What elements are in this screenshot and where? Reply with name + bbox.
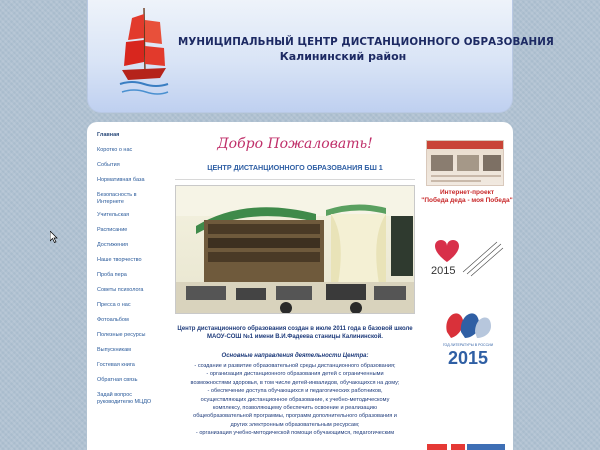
- project-name: "Победа деда - моя Победа": [421, 197, 513, 204]
- logo2-year: 2015: [447, 348, 489, 368]
- sidebar-item[interactable]: Учительская: [97, 212, 130, 218]
- sidebar-item[interactable]: Коротко о нас: [97, 147, 133, 153]
- direction-line: комплексу, позволяющему обеспечить освоение и реализацию: [212, 405, 378, 412]
- main-panel: [87, 122, 513, 450]
- sailing-ship-logo: [118, 4, 170, 106]
- sidebar-item[interactable]: Пресса о нас: [97, 302, 131, 308]
- direction-line: - обеспечение доступа обучающихся и педагогических работников,: [207, 388, 383, 395]
- heart-2015-logo[interactable]: [427, 234, 507, 282]
- direction-line: возможностями здоровья, в том числе детей-инвалидов, обучающихся на дому;: [190, 379, 400, 386]
- project-heading: Интернет-проект: [439, 189, 495, 196]
- sidebar-item[interactable]: Гостевая книга: [97, 362, 135, 368]
- header-title: МУНИЦИПАЛЬНЫЙ ЦЕНТР ДИСТАНЦИОННОГО ОБРАЗОВАНИЯ: [178, 36, 554, 48]
- welcome-heading: Добро Пожаловать!: [217, 136, 373, 152]
- direction-line: - создание и развитие образовательной среды дистанционного образования;: [194, 363, 396, 369]
- sidebar-item[interactable]: Нормативная база: [97, 177, 145, 183]
- directions-list: [175, 362, 415, 438]
- content-area: [175, 122, 415, 450]
- bottom-logo-partial[interactable]: [427, 442, 507, 450]
- sidebar-item[interactable]: Расписание: [97, 227, 128, 233]
- direction-line: других электронным образовательным ресурсам;: [230, 421, 360, 428]
- direction-line: осуществляющих дистанционное образование, к учебно-методическому: [200, 396, 390, 403]
- sidebar-item[interactable]: Выпускникам: [97, 347, 131, 353]
- sidebar-item[interactable]: Наше творчество: [97, 257, 142, 263]
- project-banner-link[interactable]: [426, 140, 504, 186]
- sidebar-nav: [87, 122, 165, 450]
- direction-line: - организация дистанционного образования детей с ограниченными: [206, 371, 384, 378]
- content-title: ЦЕНТР ДИСТАНЦИОННОГО ОБРАЗОВАНИЯ БШ 1: [207, 163, 383, 172]
- sidebar-item[interactable]: Проба пера: [97, 272, 127, 278]
- sidebar-item[interactable]: Фотоальбом: [97, 317, 129, 323]
- logo1-year: 2015: [431, 265, 456, 277]
- sidebar-item[interactable]: Полезные ресурсы: [97, 332, 146, 338]
- sidebar-item[interactable]: Обратная связь: [97, 377, 138, 383]
- header-subtitle: Калининский район: [279, 50, 407, 63]
- direction-line: - организация учебно-методической помощи обучающимся, педагогическим: [195, 430, 395, 437]
- directions-title: Основные направления деятельности Центра:: [221, 353, 369, 359]
- sidebar-item[interactable]: Достижения: [97, 242, 129, 248]
- classroom-photo: [175, 185, 415, 314]
- year-of-literature-logo[interactable]: [433, 302, 503, 372]
- right-sidebar: [421, 122, 513, 450]
- sidebar-item[interactable]: Главная: [97, 132, 120, 138]
- sidebar-item[interactable]: События: [97, 162, 120, 168]
- intro-text: Центр дистанционного образования создан в июле 2011 года в базовой школе МАОУ-СОШ №1 имени В.И.Фадеева станицы Калининской.: [177, 326, 413, 340]
- logo2-text: ГОД ЛИТЕРАТУРЫ В РОССИИ: [442, 343, 494, 347]
- sidebar-item[interactable]: Советы психолога: [97, 287, 144, 293]
- site-header: [87, 0, 554, 113]
- direction-line: общеобразовательной программы, программ дополнительного образования и: [193, 413, 397, 420]
- sidebar-item[interactable]: Безопасность в Интернете: [97, 192, 137, 205]
- divider: [175, 179, 415, 180]
- project-label-link[interactable]: [421, 189, 513, 205]
- sidebar-item[interactable]: Задай вопрос руководителю МЦДО: [97, 392, 152, 405]
- mouse-cursor-icon: [50, 231, 58, 243]
